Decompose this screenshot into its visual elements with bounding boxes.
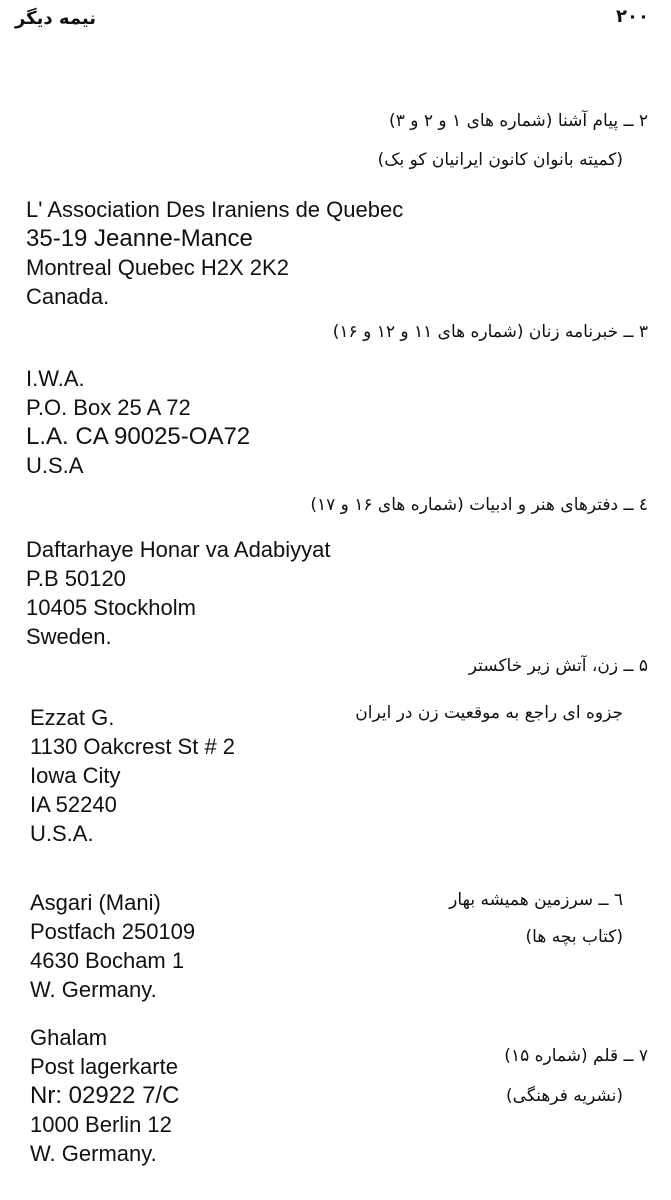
entry-title: ٤ ــ دفترهای هنر و ادبیات (شماره های ۱۶ و ۱۷) bbox=[310, 495, 648, 515]
address-line: Sweden. bbox=[26, 624, 112, 649]
address-block bbox=[30, 888, 195, 1004]
entry-title: ۲ ــ پیام آشنا (شماره های ۱ و ۲ و ۳) bbox=[389, 111, 648, 131]
address-line: Daftarhaye Honar va Adabiyyat bbox=[26, 537, 331, 562]
address-block bbox=[26, 364, 250, 480]
address-line: 35-19 Jeanne-Mance bbox=[26, 225, 253, 252]
address-line: Iowa City bbox=[30, 763, 121, 788]
address-line: U.S.A bbox=[26, 453, 84, 478]
entry-title: ۷ ــ قلم (شماره ۱۵) bbox=[504, 1046, 648, 1066]
address-line: 1000 Berlin 12 bbox=[30, 1112, 172, 1137]
book-title: نیمه دیگر bbox=[14, 8, 96, 29]
address-line: Ghalam bbox=[30, 1025, 108, 1050]
address-block bbox=[30, 1023, 179, 1168]
address-line: U.S.A. bbox=[30, 821, 94, 846]
address-line: Post lagerkarte bbox=[30, 1054, 178, 1079]
entry-title: ۳ ــ خبرنامه زنان (شماره های ۱۱ و ۱۲ و ۱۶) bbox=[332, 322, 648, 342]
address-line: Canada. bbox=[26, 284, 110, 309]
entry-subtitle: (کمیته بانوان کانون ایرانیان کو بک) bbox=[377, 150, 623, 170]
address-line: Nr: 02922 7/C bbox=[30, 1082, 180, 1109]
address-line: P.O. Box 25 A 72 bbox=[26, 395, 191, 420]
entry-subtitle: (کتاب بچه ها) bbox=[525, 927, 623, 947]
address-line: P.B 50120 bbox=[26, 566, 126, 591]
address-line: Montreal Quebec H2X 2K2 bbox=[26, 255, 289, 280]
address-block bbox=[26, 195, 403, 311]
address-block bbox=[30, 703, 235, 848]
entry-subtitle: جزوه ای راجع به موقعیت زن در ایران bbox=[355, 703, 623, 723]
address-line: Ezzat G. bbox=[30, 705, 115, 730]
address-line: 1130 Oakcrest St # 2 bbox=[30, 734, 236, 759]
address-line: 4630 Bocham 1 bbox=[30, 948, 185, 973]
address-line: Postfach 250109 bbox=[30, 919, 196, 944]
address-block bbox=[26, 535, 331, 651]
address-line: L.A. CA 90025-OA72 bbox=[26, 423, 251, 450]
entry-title: ٦ ــ سرزمین همیشه بهار bbox=[449, 890, 623, 910]
entry-subtitle: (نشریه فرهنگی) bbox=[506, 1086, 623, 1106]
address-line: Asgari (Mani) bbox=[30, 890, 161, 915]
page-number: ۲۰۰ bbox=[616, 6, 649, 27]
address-line: I.W.A. bbox=[26, 366, 85, 391]
address-line: W. Germany. bbox=[30, 1141, 157, 1166]
address-line: IA 52240 bbox=[30, 792, 117, 817]
address-line: L' Association Des Iraniens de Quebec bbox=[26, 197, 404, 222]
address-line: W. Germany. bbox=[30, 977, 157, 1002]
address-line: 10405 Stockholm bbox=[26, 595, 196, 620]
entry-title: ۵ ــ زن، آتش زیر خاکستر bbox=[468, 656, 648, 676]
